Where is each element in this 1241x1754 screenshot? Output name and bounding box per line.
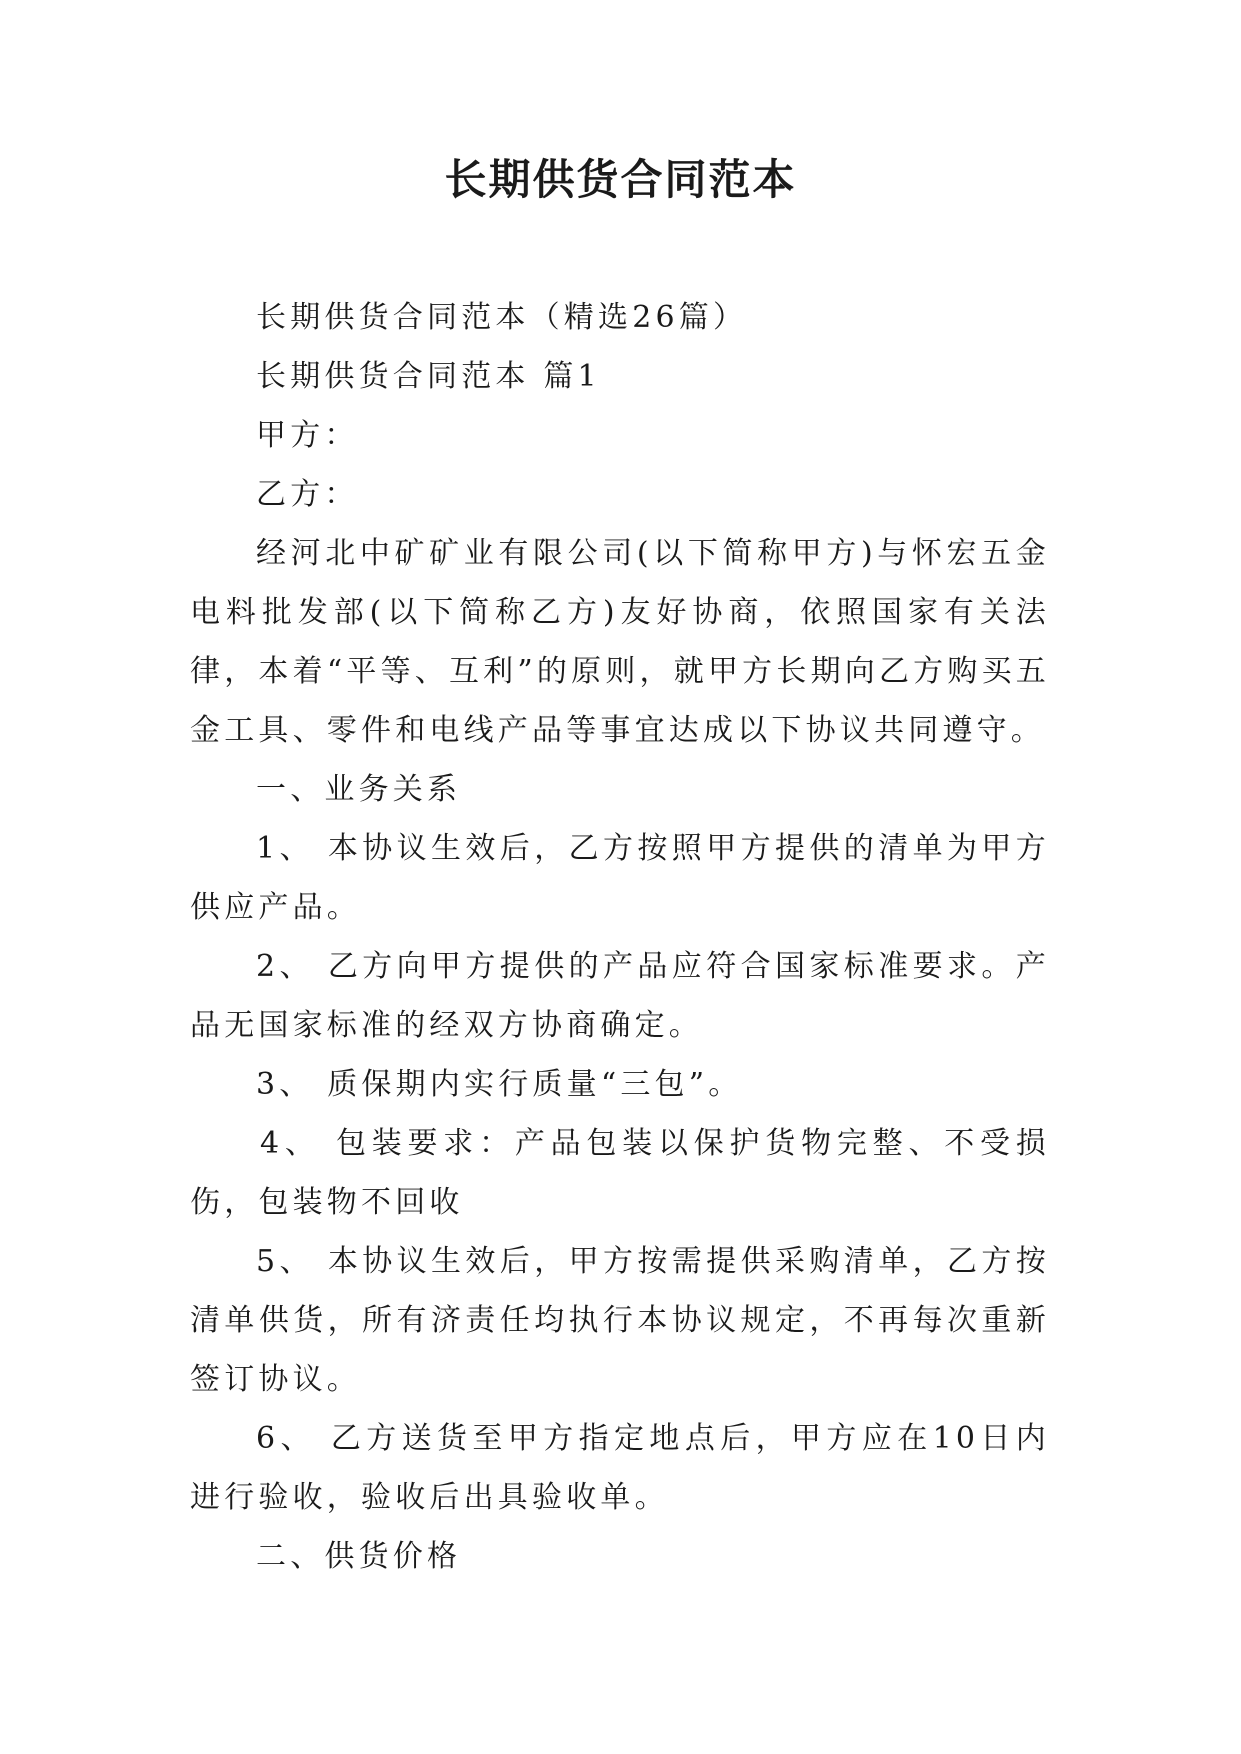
paragraph-section-heading: 长期供货合同范本 篇1 bbox=[256, 359, 601, 394]
paragraph-clause-5: 5、 本协议生效后，甲方按需提供采购清单，乙方按清单供货，所有济责任均执行本协议规定，不再每次重新签订协议。 bbox=[190, 1244, 1050, 1397]
paragraph-subtitle: 长期供货合同范本（精选26篇） bbox=[256, 300, 748, 335]
paragraph-heading-business: 一、业务关系 bbox=[256, 772, 462, 807]
document-title: 长期供货合同范本 bbox=[444, 155, 797, 204]
paragraph-clause-4: 4、 包装要求：产品包装以保护货物完整、不受损伤，包装物不回收 bbox=[190, 1126, 1050, 1220]
paragraph-party-b: 乙方： bbox=[256, 477, 359, 512]
document-body bbox=[190, 288, 1050, 1586]
paragraph-clause-3: 3、 质保期内实行质量“三包”。 bbox=[256, 1067, 743, 1102]
paragraph-preamble: 经河北中矿矿业有限公司(以下简称甲方)与怀宏五金电料批发部(以下简称乙方)友好协商，依照国家有关法律，本着“平等、互利”的原则，就甲方长期向乙方购买五金工具、零件和电线产品等事宜达成以下协议共同遵守。 bbox=[190, 536, 1050, 748]
paragraph-clause-1: 1、 本协议生效后，乙方按照甲方提供的清单为甲方供应产品。 bbox=[190, 831, 1050, 925]
paragraph-heading-price: 二、供货价格 bbox=[256, 1539, 462, 1574]
paragraph-party-a: 甲方： bbox=[256, 418, 359, 453]
paragraph-clause-2: 2、 乙方向甲方提供的产品应符合国家标准要求。产品无国家标准的经双方协商确定。 bbox=[190, 949, 1050, 1043]
paragraph-clause-6: 6、 乙方送货至甲方指定地点后，甲方应在10日内进行验收，验收后出具验收单。 bbox=[190, 1421, 1050, 1515]
